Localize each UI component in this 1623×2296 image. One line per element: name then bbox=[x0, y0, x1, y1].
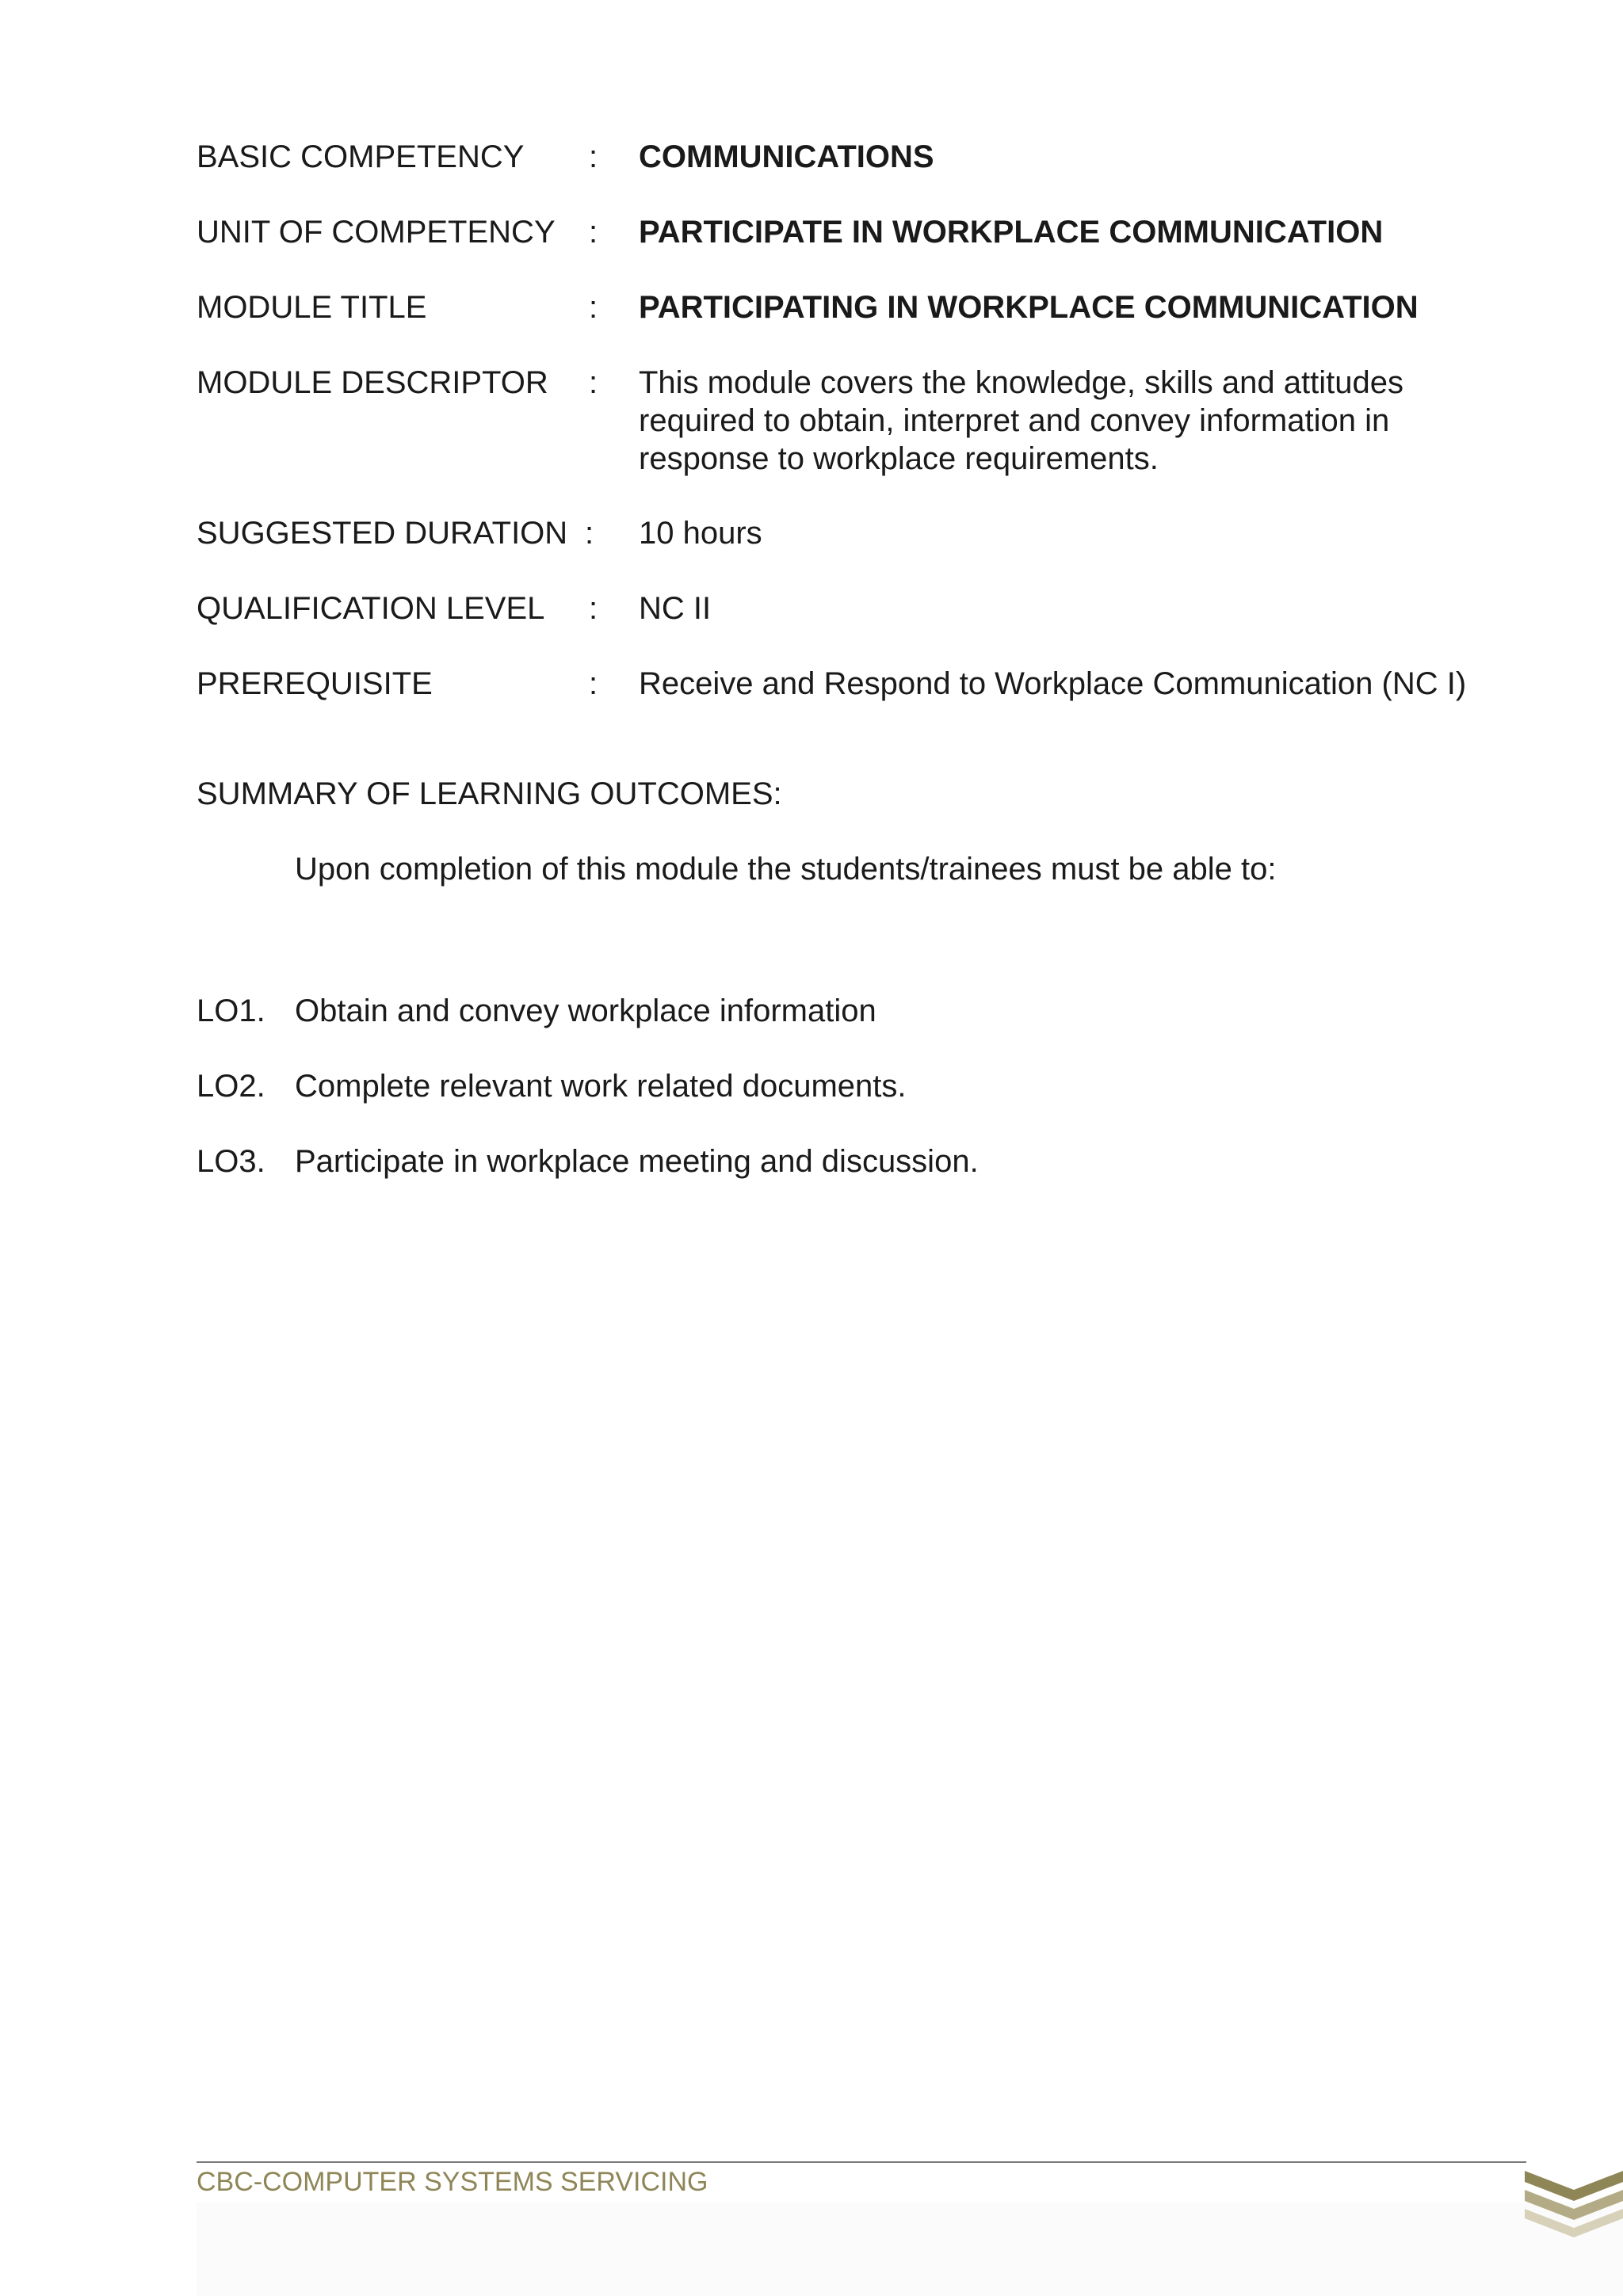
learning-outcome-text: Obtain and convey workplace information bbox=[295, 994, 876, 1028]
field-colon: : bbox=[589, 666, 598, 701]
footer-divider bbox=[197, 2161, 1526, 2163]
chevron-stripes-icon bbox=[1525, 2171, 1623, 2250]
field-value: This module covers the knowledge, skills and attitudes required to obtain, interpret and convey information in response to workplace requirements. bbox=[639, 365, 1403, 476]
field-label: BASIC COMPETENCY bbox=[197, 139, 525, 174]
field-label: SUGGESTED DURATION bbox=[197, 516, 568, 551]
field-colon: : bbox=[589, 365, 598, 400]
field-colon: : bbox=[589, 139, 598, 174]
field-label: MODULE TITLE bbox=[197, 290, 427, 325]
field-value: 10 hours bbox=[639, 516, 762, 551]
learning-outcome-code: LO3. bbox=[197, 1144, 265, 1179]
footer-course-name: CBC-COMPUTER SYSTEMS SERVICING bbox=[197, 2167, 708, 2197]
field-colon: : bbox=[589, 591, 598, 626]
summary-intro: Upon completion of this module the students/trainees must be able to: bbox=[295, 852, 1277, 887]
learning-outcome-text: Complete relevant work related documents. bbox=[295, 1069, 907, 1104]
field-value: COMMUNICATIONS bbox=[639, 139, 934, 174]
learning-outcome-code: LO2. bbox=[197, 1069, 265, 1104]
field-value: NC II bbox=[639, 591, 712, 626]
field-label: QUALIFICATION LEVEL bbox=[197, 591, 545, 626]
field-label: UNIT OF COMPETENCY bbox=[197, 215, 556, 250]
field-colon: : bbox=[589, 290, 598, 325]
field-value: PARTICIPATE IN WORKPLACE COMMUNICATION bbox=[639, 215, 1384, 250]
field-value: Receive and Respond to Workplace Communication (NC I) bbox=[639, 666, 1467, 701]
field-value: PARTICIPATING IN WORKPLACE COMMUNICATION bbox=[639, 290, 1419, 325]
field-label: MODULE DESCRIPTOR bbox=[197, 365, 548, 400]
summary-heading: SUMMARY OF LEARNING OUTCOMES: bbox=[197, 776, 782, 811]
learning-outcome-code: LO1. bbox=[197, 994, 265, 1028]
field-colon: : bbox=[589, 215, 598, 250]
field-label: PREREQUISITE bbox=[197, 666, 433, 701]
learning-outcome-text: Participate in workplace meeting and discussion. bbox=[295, 1144, 979, 1179]
footer-background bbox=[197, 2203, 1623, 2296]
field-colon: : bbox=[585, 516, 594, 551]
